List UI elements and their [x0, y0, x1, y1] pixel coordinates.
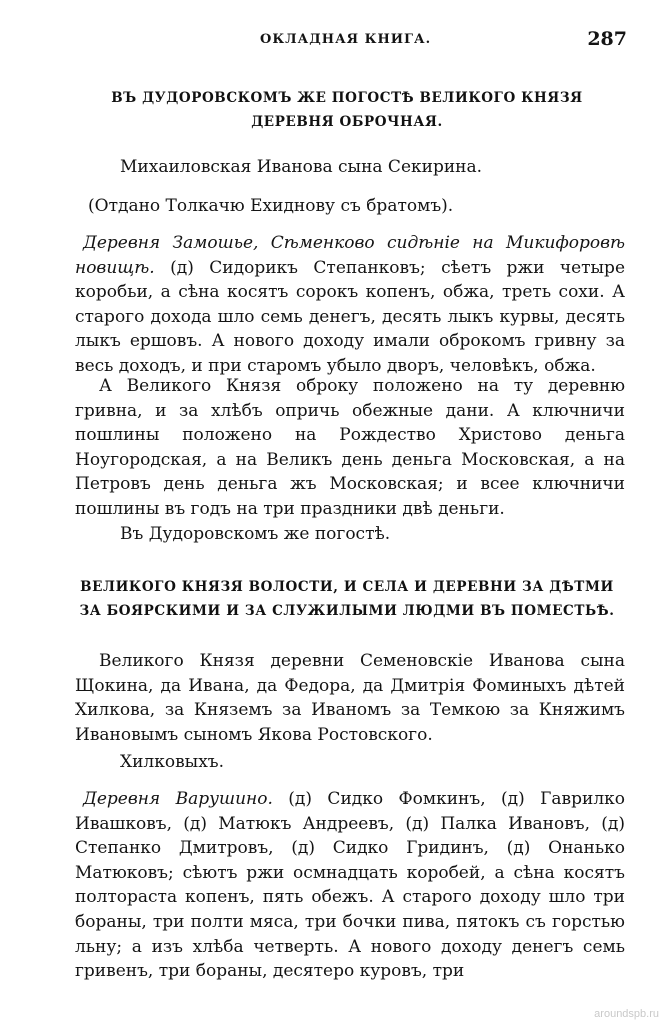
owner-heading-mikhailovskaya: Михаиловская Иванова сына Секирина. [120, 157, 483, 177]
village-entry-zamoshye [75, 231, 625, 379]
source-watermark: aroundspb.ru [594, 1008, 659, 1020]
village-entry-body: (д) Сидорикъ Степанковъ; сѣетъ ржи четыре коробьи, а сѣна косятъ сорокъ копенъ, обжа, треть сохи. А старого дохода шло семь денегъ, десять лыкъ курвы, десять лыкъ ершовъ. А нового доходу имали оброкомъ гривну за весь доходъ, и при старомъ убыло дворъ, человѣкъ, обжа. [75, 257, 626, 376]
running-head [0, 28, 669, 52]
owner-heading-hilkov: Хилковыхъ. [120, 752, 225, 772]
dudorov-pogost-line: Въ Дудоровскомъ же погостѣ. [120, 524, 391, 544]
village-entry-varushino [75, 787, 625, 984]
section-heading-volosts: ВЕЛИКОГО КНЯЗЯ ВОЛОСТИ, И СЕЛА И ДЕРЕВНИ ЗА ДѢТМИ ЗА БОЯРСКИМИ И ЗА СЛУЖИЛЫМИ ЛЮДМИ ВЪ ПОМЕСТЬѢ. [79, 579, 615, 619]
village-name-varushino: Деревня Варушино. [83, 789, 273, 809]
page-number: 287 [587, 28, 627, 50]
grand-prince-quitrent-paragraph: А Великого Князя оброку положено на ту деревню гривна, и за хлѣбъ опричь обежные дани. А ключничи пошлины положено на Рождество Христово деньга Ноугородская, а на Великъ день деньга Московская, а на Петровъ день деньга жъ Московская; и всее ключничи пошлины въ годъ на три праздники двѣ деньги. [75, 376, 625, 519]
transfer-note: (Отдано Толкачю Ехиднову съ братомъ). [88, 196, 454, 216]
running-title: ОКЛАДНАЯ КНИГА. [260, 32, 432, 47]
village-entry-body: (д) Сидко Фомкинъ, (д) Гаврилко Ивашковъ, (д) Матюкъ Андреевъ, (д) Палка Ивановъ, (д) Степанко Дмитровъ, (д) Сидко Гридинъ, (д) Онанько Матюковъ; сѣютъ ржи осмнадцать коробей, а сѣна косятъ полтораста копенъ, пять обежъ. А старого доходу шло три бораны, три полти мяса, три бочки пива, пятокъ съ горстью льну; а изъ хлѣба четверть. А нового доходу денегъ семь гривенъ, три бораны, десятеро куровъ, три [75, 789, 625, 982]
section-heading-dudorov: ВЪ ДУДОРОВСКОМЪ ЖЕ ПОГОСТѢ ВЕЛИКОГО КНЯЗЯ ДЕРЕВНЯ ОБРОЧНАЯ. [111, 90, 583, 130]
village-name-zamoshye: Деревня Замошье, Сѣменково сидѣніе на Микифоровѣ новищѣ. [75, 233, 625, 278]
grand-prince-villages-paragraph: Великого Князя деревни Семеновскіе Ивановa сына Щокина, да Ивана, да Федора, да Дмитрія Фоминыхъ дѣтей Хилкова, за Княземъ за Иваномъ за Темкою за Княжимъ Ивановымъ сыномъ Якова Ростовского. [75, 651, 625, 745]
